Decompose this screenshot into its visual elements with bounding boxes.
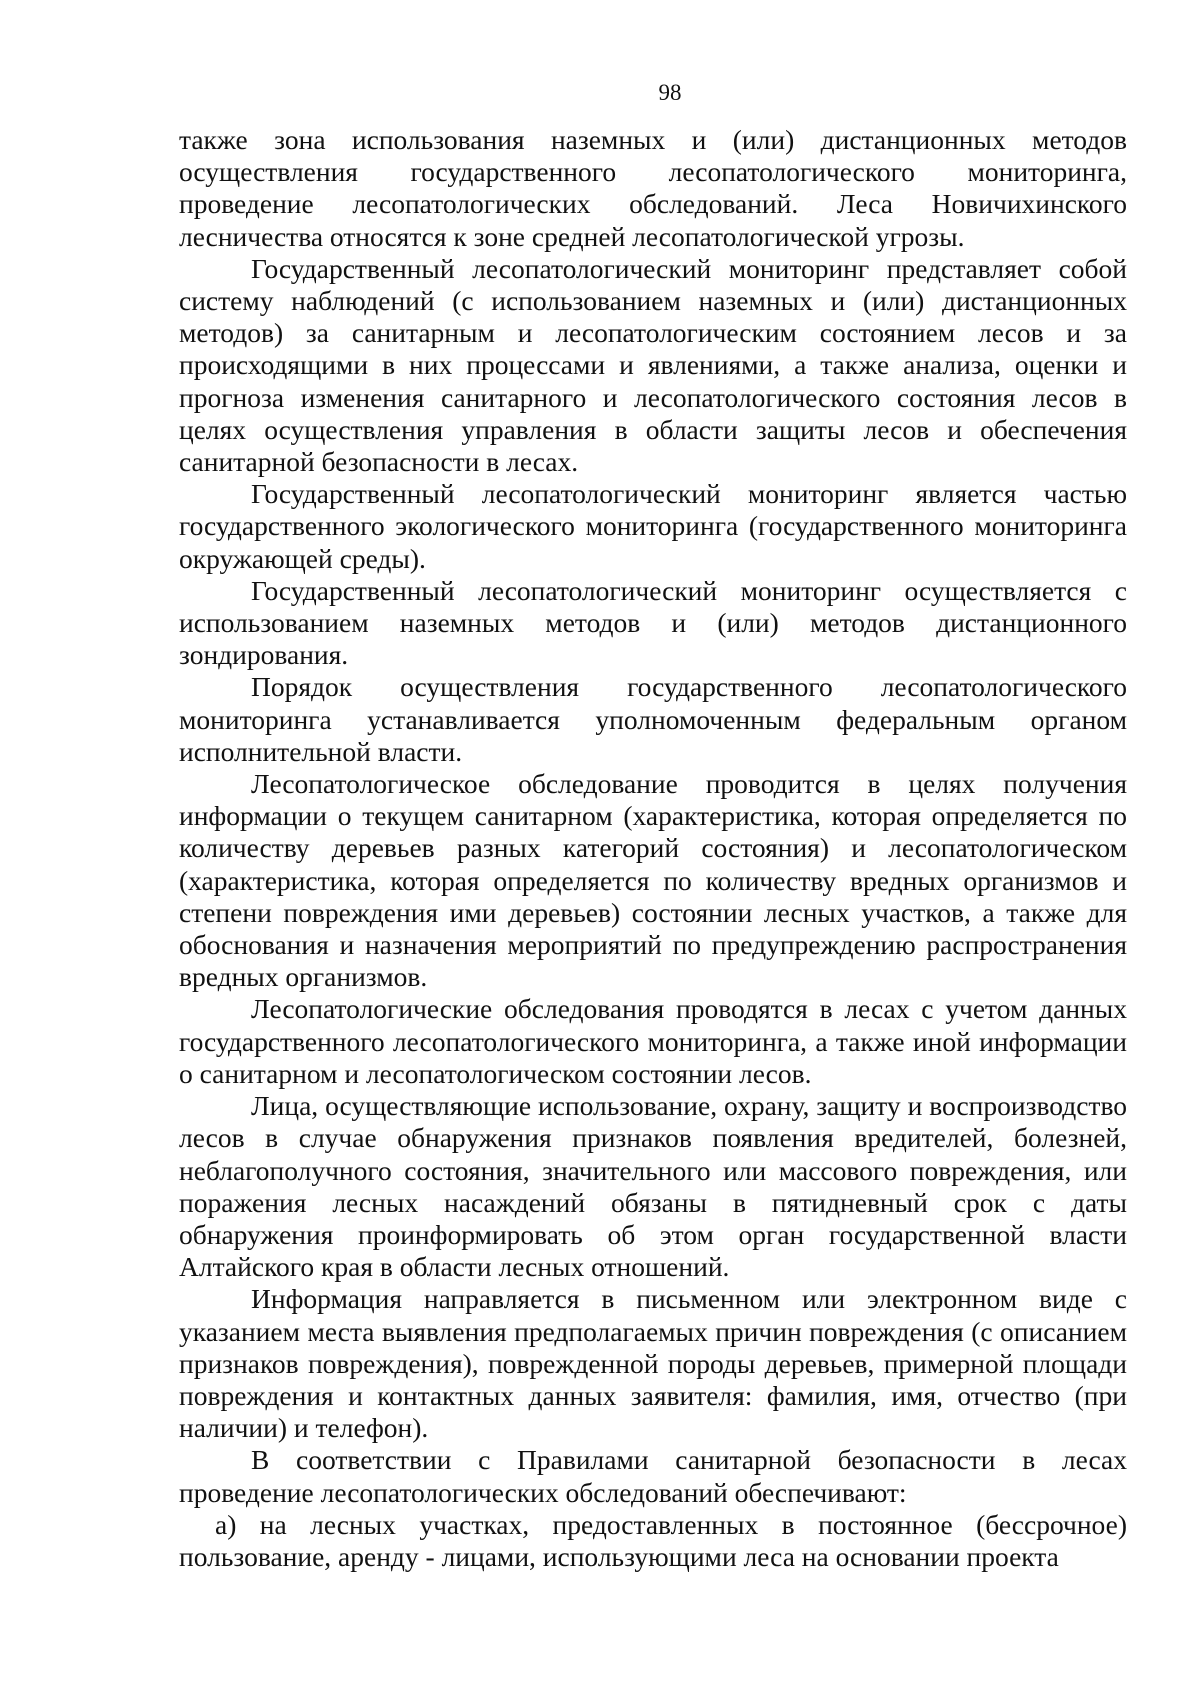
paragraph-rules-reference: В соответствии с Правилами санитарной безопасности в лесах проведение лесопатологических обследований обеспечивают: bbox=[179, 1444, 1127, 1508]
paragraph-monitoring-procedure: Порядок осуществления государственного лесопатологического мониторинга устанавливается уполномоченным федеральным органом исполнительной власти. bbox=[179, 671, 1127, 767]
page-number: 98 bbox=[658, 80, 682, 105]
paragraph-continuation: также зона использования наземных и (или) дистанционных методов осуществления государственного лесопатологического мониторинга, проведение лесопатологических обследований. Леса Новичихинского лесничества относятся к зоне средней лесопатологической угрозы. bbox=[179, 124, 1127, 252]
paragraph-persons-obliged: Лица, осуществляющие использование, охрану, защиту и воспроизводство лесов в случае обнаружения признаков появления вредителей, болезней, неблагополучного состояния, значительного или массового повреждения, или поражения лесных насаждений обязаны в пятидневный срок с даты обнаружения проинформировать об этом орган государственной власти Алтайского края в области лесных отношений. bbox=[179, 1090, 1127, 1283]
paragraph-monitoring-part-of-ecological: Государственный лесопатологический мониторинг является частью государственного экологического мониторинга (государственного мониторинга окружающей среды). bbox=[179, 478, 1127, 574]
list-item-a: а) на лесных участках, предоставленных в постоянное (бессрочное) пользование, аренду - лицами, использующими леса на основании проекта bbox=[179, 1508, 1127, 1572]
paragraph-survey-purpose: Лесопатологическое обследование проводится в целях получения информации о текущем санитарном (характеристика, которая определяется по количеству деревьев разных категорий состояния) и лесопатологическом (характеристика, которая определяется по количеству вредных организмов и степени повреждения ими деревьев) состоянии лесных участков, а также для обоснования и назначения мероприятий по предупреждению распространения вредных организмов. bbox=[179, 768, 1127, 993]
paragraph-monitoring-definition: Государственный лесопатологический мониторинг представляет собой систему наблюдений (с использованием наземных и (или) дистанционных методов) за санитарным и лесопатологическим состоянием лесов и за происходящими в них процессами и явлениями, а также анализа, оценки и прогноза изменения санитарного и лесопатологического состояния лесов в целях осуществления управления в области защиты лесов и обеспечения санитарной безопасности в лесах. bbox=[179, 252, 1127, 478]
document-body bbox=[179, 124, 1127, 1573]
paragraph-survey-basis: Лесопатологические обследования проводятся в лесах с учетом данных государственного лесопатологического мониторинга, а также иной информации о санитарном и лесопатологическом состоянии лесов. bbox=[179, 993, 1127, 1089]
paragraph-information-format: Информация направляется в письменном или электронном виде с указанием места выявления предполагаемых причин повреждения (с описанием признаков повреждения), поврежденной породы деревьев, примерной площади повреждения и контактных данных заявителя: фамилия, имя, отчество (при наличии) и телефон). bbox=[179, 1283, 1127, 1444]
paragraph-monitoring-methods: Государственный лесопатологический мониторинг осуществляется с использованием наземных методов и (или) методов дистанционного зондирования. bbox=[179, 574, 1127, 671]
